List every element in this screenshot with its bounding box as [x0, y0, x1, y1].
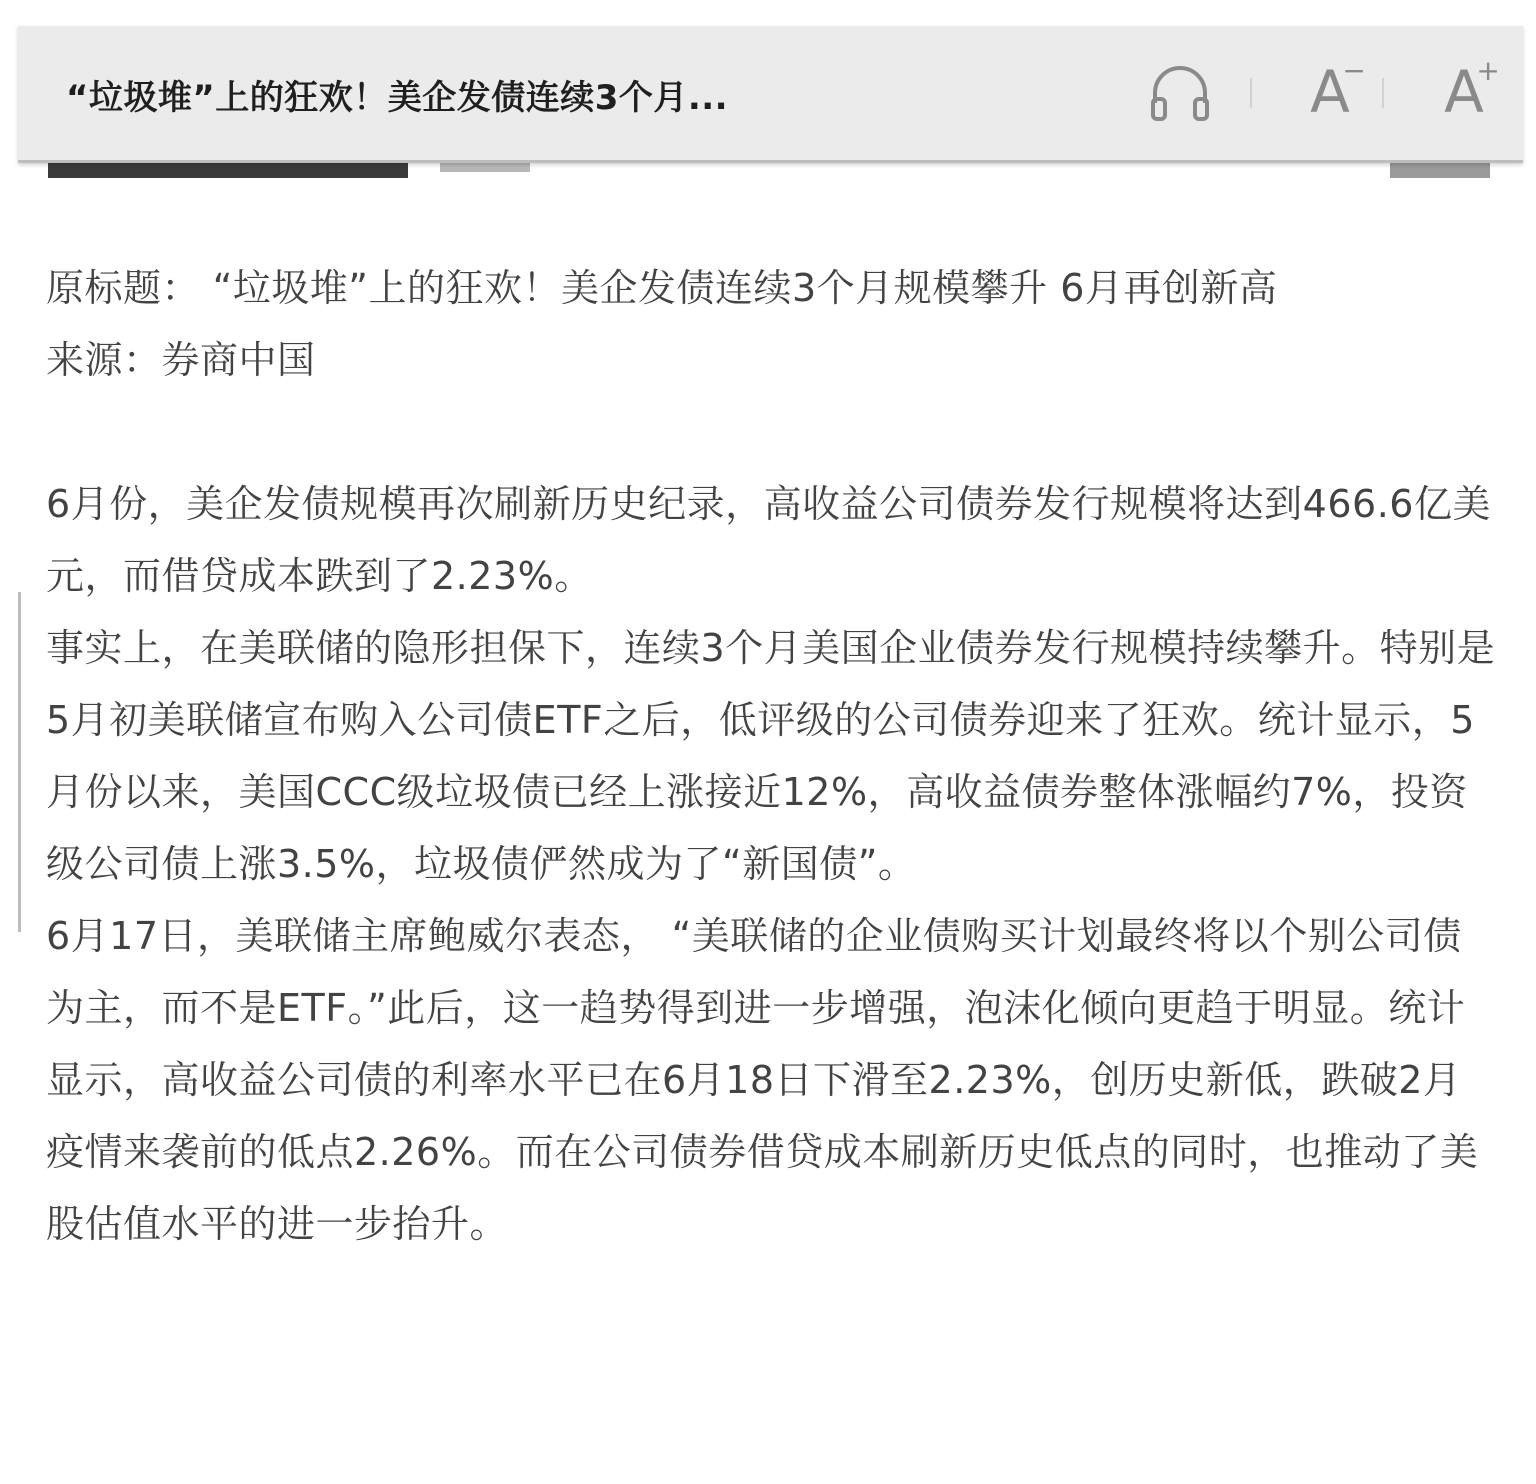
font-increase-letter: A [1444, 58, 1484, 126]
header-divider [1382, 78, 1384, 108]
article-body [46, 252, 1496, 1260]
article-header-title: “垃圾堆”上的狂欢！美企发债连续3个月... [66, 78, 729, 118]
listen-button[interactable] [1142, 54, 1218, 130]
source-line: 来源：券商中国 [46, 338, 316, 382]
font-increase-icon [1444, 54, 1500, 126]
article-paragraph: 事实上，在美联储的隐形担保下，连续3个月美国企业债券发行规模持续攀升。特别是5月初美联储宣布购入公司债ETF之后，低评级的公司债券迎来了狂欢。统计显示，5月份以来，美国CCC级垃圾债已经上涨接近12%，高收益债券整体涨幅约7%，投资级公司债上涨3.5%，垃圾债俨然成为了“新国债”。 [46, 626, 1496, 886]
article-paragraph: 6月份，美企发债规模再次刷新历史纪录，高收益公司债券发行规模将达到466.6亿美元，而借贷成本跌到了2.23%。 [46, 482, 1491, 598]
article-paragraph: 6月17日，美联储主席鲍威尔表态， “美联储的企业债购买计划最终将以个别公司债为主，而不是ETF。”此后，这一趋势得到进一步增强，泡沫化倾向更趋于明显。统计显示，高收益公司债的利率水平已在6月18日下滑至2.23%，创历史新低，跌破2月疫情来袭前的低点2.26%。而在公司债券借贷成本刷新历史低点的同时，也推动了美股估值水平的进一步抬升。 [46, 914, 1479, 1246]
font-decrease-icon [1310, 54, 1366, 126]
font-decrease-button[interactable] [1298, 54, 1366, 130]
article-meta [46, 252, 1496, 396]
header-divider [1250, 78, 1252, 108]
font-increase-button[interactable] [1428, 54, 1500, 130]
original-title-line: 原标题： “垃圾堆”上的狂欢！美企发债连续3个月规模攀升 6月再创新高 [46, 266, 1278, 310]
headphones-icon [1147, 59, 1213, 125]
scroll-indicator[interactable] [18, 592, 21, 932]
partially-hidden-text [440, 162, 530, 172]
article-header-bar [18, 26, 1523, 163]
plus-mark: + [1476, 54, 1500, 87]
font-decrease-letter: A [1310, 58, 1350, 126]
minus-mark: − [1342, 54, 1366, 87]
